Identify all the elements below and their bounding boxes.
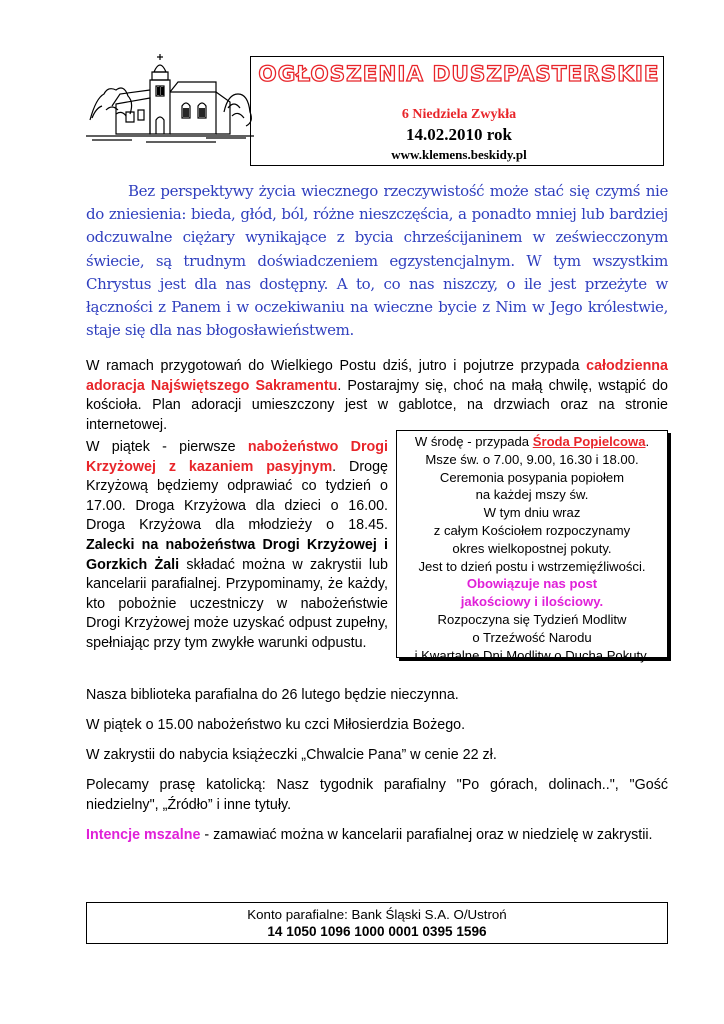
- bulletin-date: 14.02.2010 rok: [406, 125, 512, 144]
- stations-highlight: nabożeństwo Drogi Krzyżowej z kazaniem pasyjnym: [86, 439, 388, 475]
- bank-label: Konto parafialne: Bank Śląski S.A. O/Ustroń: [247, 907, 507, 922]
- page-title: OGŁOSZENIA DUSZPASTERSKIE: [258, 62, 660, 87]
- bank-account-number: 14 1050 1096 1000 0001 0395 1596: [267, 924, 487, 939]
- adoration-announcement: W ramach przygotowań do Wielkiego Postu dziś, jutro i pojutrze przypada całodzienna adoracja Najświętszego Sakramentu. Postarajmy się, choć na małą chwilę, wstąpić do kościoła. Plan adoracji umieszczony jest w gablotce, na drzwiach oraz na stronie internetowej.: [86, 358, 668, 433]
- church-illustration: [86, 50, 256, 150]
- intentions-announcement: Intencje mszalne - zamawiać można w kancelarii parafialnej oraz w niedzielę w zakrystii.: [86, 827, 653, 843]
- bank-account-box: [86, 902, 668, 944]
- booklets-announcement: W zakrystii do nabycia książeczki „Chwalcie Pana” w cenie 22 zł.: [86, 747, 497, 763]
- friday-announcement: W piątek - pierwsze nabożeństwo Drogi Krzyżowej z kazaniem pasyjnym. Drogę Krzyżową będziemy odprawiać co tydzień o 17.00. Droga Krzyżowa dla dzieci o 16.00. Droga Krzyżowa dla młodzieży o 18.45. Zalecki na nabożeństwa Drogi Krzyżowej i Gorzkich Żali składać można w zakrystii lub kancelarii parafialnej. Przypominamy, że każdy, kto pobożnie uczestniczy w nabożeństwie Drogi Krzyżowej może uzyskać odpust zupełny, spełniając przy tym zwykłe warunki odpustu.: [86, 439, 388, 651]
- website-address: www.klemens.beskidy.pl: [391, 147, 527, 162]
- ash-wednesday-box: W środę - przypada Środa Popielcowa. Msze św. o 7.00, 9.00, 16.30 i 18.00. Ceremonia posypania popiołem na każdej mszy św. W tym dniu wraz z całym Kościołem rozpoczynamy okres wielkopostnej pokuty. Jest to dzień postu i wstrzemięźliwości. Obowiązuje nas post jakościowy i ilościowy. Rozpoczyna się Tydzień Modlitw o Trzeźwość Narodu i Kwartalne Dni Modlitw o Ducha Pokuty.: [396, 430, 668, 658]
- fast-obligation: Obowiązuje nas post: [466, 576, 598, 592]
- ash-wednesday-day: Środa Popielcowa: [532, 434, 646, 449]
- adoration-highlight: całodzienna adoracja Najświętszego Sakramentu: [86, 358, 668, 394]
- mass-times: Msze św. o 7.00, 9.00, 16.30 i 18.00.: [425, 451, 639, 467]
- ash-wednesday-intro: W środę - przypada Środa Popielcowa.: [414, 434, 650, 449]
- mercy-announcement: W piątek o 15.00 nabożeństwo ku czci Miłosierdzia Bożego.: [86, 717, 466, 733]
- intentions-bold: Zalecki na nabożeństwa Drogi Krzyżowej i Gorzkich Żali: [86, 536, 388, 573]
- intro-quote: Bez perspektywy życia wiecznego rzeczywistość może stać się czymś nie do zniesienia: bieda, głód, ból, różne nieszczęścia, a ponadto mniej lub bardziej odczuwalne ciężary wynikające z bycia chrześcijaninem w zeświecczonym świecie, są trudnym doświadczeniem egzystencjalnym. W tym wszystkim Chrystus jest dla nas dostępny. A to, co nas niszczy, o ile jest przeżyte w łączności z Panem i w oczekiwaniu na wieczne bycie z Nim w Jego królestwie, staje się dla nas błogosławieństwem.: [86, 182, 668, 340]
- press-announcement: Polecamy prasę katolicką: Nasz tygodnik parafialny "Po górach, dolinach..", "Gość niedzielny", „Źródło” i inne tytuły.: [86, 777, 668, 813]
- library-announcement: Nasza biblioteka parafialna do 26 lutego będzie nieczynna.: [86, 687, 459, 703]
- intentions-highlight: Intencje mszalne: [86, 827, 201, 843]
- sunday-name: 6 Niedziela Zwykła: [401, 107, 517, 122]
